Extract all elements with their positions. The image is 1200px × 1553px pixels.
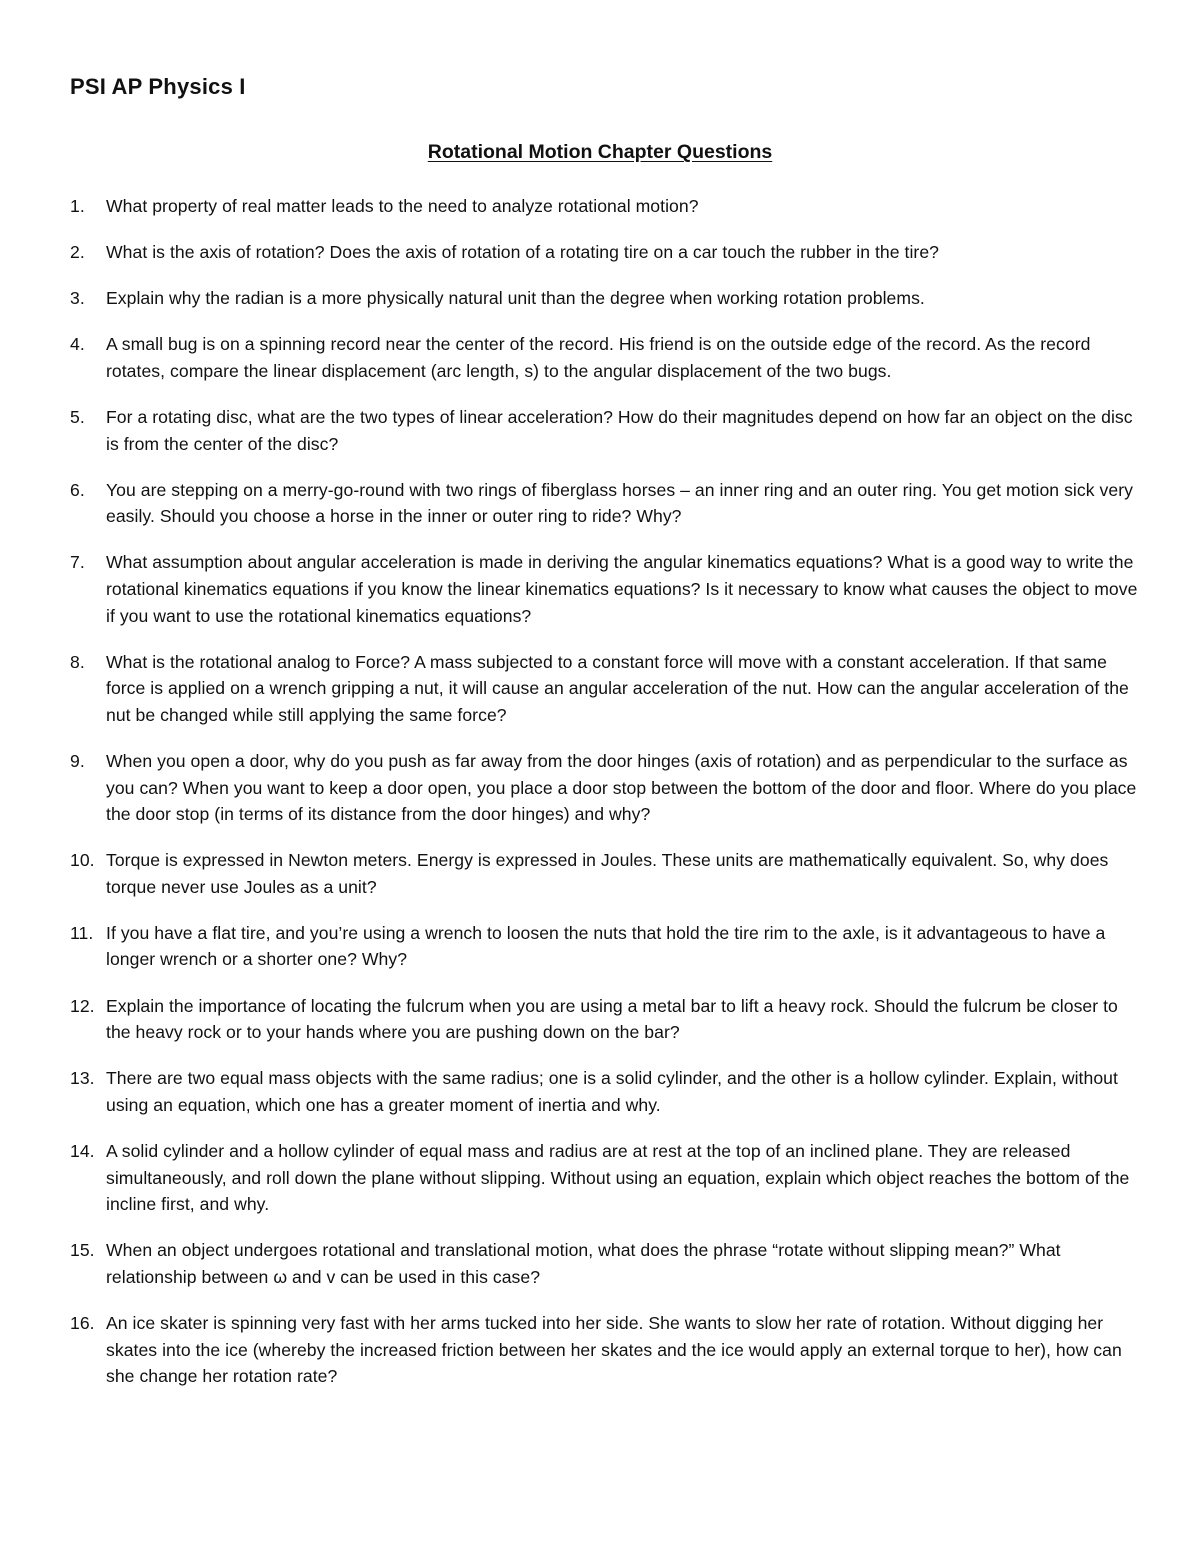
question-text: What is the axis of rotation? Does the axis of rotation of a rotating tire on a car touch the rubber in the tire? bbox=[106, 242, 940, 263]
question-text: Explain why the radian is a more physically natural unit than the degree when working rotation problems. bbox=[106, 288, 925, 309]
question-number: 1. bbox=[70, 196, 85, 216]
question-text: There are two equal mass objects with the same radius; one is a solid cylinder, and the other is a hollow cylinder. Explain, without using an equation, which one has a greater moment of inertia and why. bbox=[106, 1068, 1118, 1115]
question-number: 10. bbox=[70, 850, 95, 871]
question-item bbox=[70, 239, 1140, 266]
question-number: 14. bbox=[70, 1140, 95, 1161]
question-text: For a rotating disc, what are the two types of linear acceleration? How do their magnitudes depend on how far an object on the disc is from the center of the disc? bbox=[106, 406, 1133, 454]
question-item bbox=[70, 477, 1140, 530]
question-item bbox=[70, 1138, 1140, 1218]
question-text: When you open a door, why do you push as far away from the door hinges (axis of rotation) and as perpendicular to the surface as you can? When you want to keep a door open, you place a door stop between the bottom of the door and floor. Where do you place the door stop (in terms of its distance from the door hinges) and why? bbox=[106, 750, 1137, 825]
question-number: 6. bbox=[70, 479, 85, 500]
question-item bbox=[70, 1237, 1140, 1290]
question-number: 4. bbox=[70, 334, 85, 355]
question-number: 3. bbox=[70, 288, 85, 309]
question-number: 2. bbox=[70, 242, 85, 263]
question-item bbox=[70, 193, 1140, 220]
question-number: 12. bbox=[70, 995, 95, 1016]
question-number: 9. bbox=[70, 750, 85, 771]
question-text: If you have a flat tire, and you’re using a wrench to loosen the nuts that hold the tire rim to the axle, is it advantageous to have a longer wrench or a shorter one? Why? bbox=[106, 922, 1106, 970]
question-text: Explain the importance of locating the fulcrum when you are using a metal bar to lift a heavy rock. Should the fulcrum be closer to the heavy rock or to your hands where you are pushing down on the bar? bbox=[106, 995, 1118, 1043]
question-item bbox=[70, 404, 1140, 457]
question-number: 16. bbox=[70, 1312, 95, 1333]
question-item bbox=[70, 920, 1140, 973]
question-text: A solid cylinder and a hollow cylinder of equal mass and radius are at rest at the top of an inclined plane. They are released simultaneously, and roll down the plane without slipping. Without using an equation, explain which object reaches the bottom of the incline first, and why. bbox=[106, 1140, 1130, 1215]
question-text: What is the rotational analog to Force? A mass subjected to a constant force will move with a constant acceleration. If that same force is applied on a wrench gripping a nut, it will cause an angular acceleration of the nut. How can the angular acceleration of the nut be changed while still applying the same force? bbox=[106, 651, 1129, 725]
question-text: What property of real matter leads to the need to analyze rotational motion? bbox=[106, 196, 699, 216]
question-item bbox=[70, 1310, 1140, 1390]
question-item bbox=[70, 285, 1140, 312]
question-item bbox=[70, 549, 1140, 629]
question-text: When an object undergoes rotational and translational motion, what does the phrase “rotate without slipping mean?” What relationship between ω and v can be used in this case? bbox=[106, 1240, 1061, 1287]
question-text: An ice skater is spinning very fast with her arms tucked into her side. She wants to slow her rate of rotation. Without digging her skates into the ice (whereby the increased friction between her skates and the ice would apply an external torque to her), how can she change her rotation rate? bbox=[106, 1312, 1122, 1387]
chapter-title: Rotational Motion Chapter Questions bbox=[427, 141, 773, 163]
question-item bbox=[70, 847, 1140, 900]
question-item bbox=[70, 748, 1140, 828]
question-list bbox=[70, 193, 1140, 1409]
question-number: 8. bbox=[70, 651, 85, 672]
question-item bbox=[70, 993, 1140, 1046]
question-item bbox=[70, 1065, 1140, 1118]
course-title: PSI AP Physics I bbox=[70, 74, 246, 99]
question-text: A small bug is on a spinning record near the center of the record. His friend is on the outside edge of the record. As the record rotates, compare the linear displacement (arc length, s) to the angular displacement of the two bugs. bbox=[106, 334, 1091, 381]
question-number: 15. bbox=[70, 1240, 95, 1261]
question-text: Torque is expressed in Newton meters. Energy is expressed in Joules. These units are mathematically equivalent. So, why does torque never use Joules as a unit? bbox=[106, 850, 1109, 897]
question-item bbox=[70, 649, 1140, 729]
question-number: 7. bbox=[70, 552, 85, 573]
question-item bbox=[70, 331, 1140, 384]
question-number: 11. bbox=[70, 922, 94, 943]
question-number: 5. bbox=[70, 406, 85, 427]
question-text: What assumption about angular acceleration is made in deriving the angular kinematics equations? What is a good way to write the rotational kinematics equations if you know the linear kinematics equations? Is it necessary to know what causes the object to move if you want to use the rotational kinematics equations? bbox=[106, 552, 1138, 626]
question-text: You are stepping on a merry-go-round with two rings of fiberglass horses – an inner ring and an outer ring. You get motion sick very easily. Should you choose a horse in the inner or outer ring to ride? Why? bbox=[106, 479, 1133, 527]
question-number: 13. bbox=[70, 1068, 95, 1089]
